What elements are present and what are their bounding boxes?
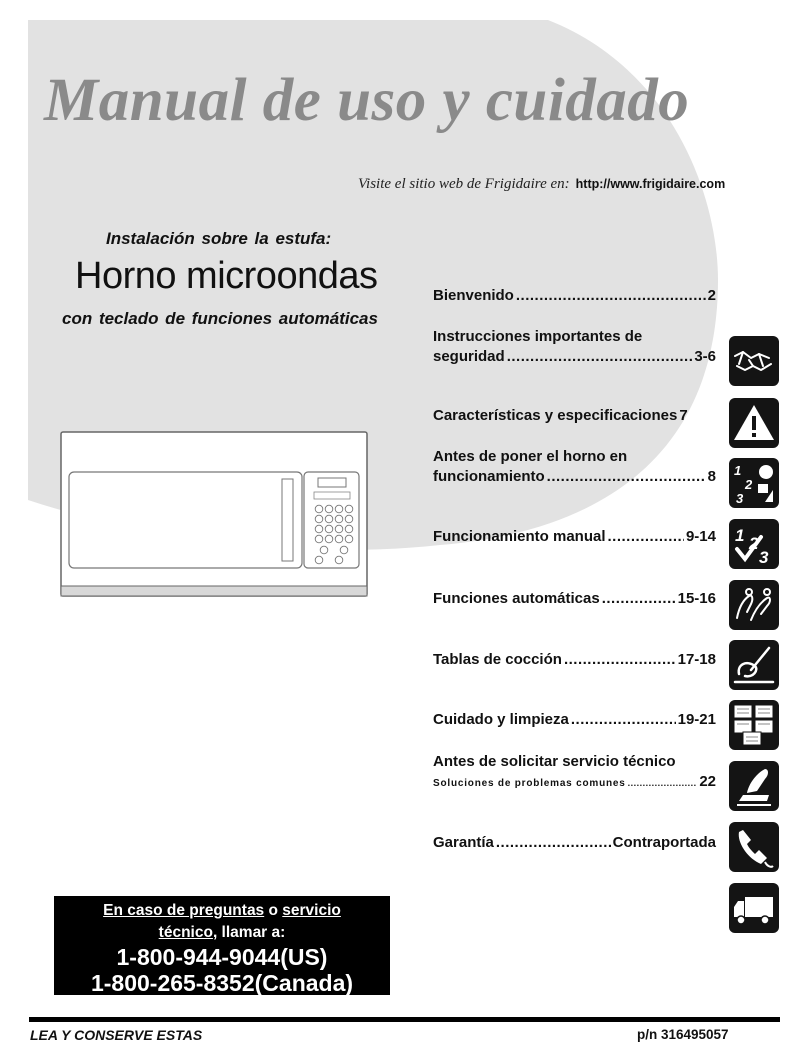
toc-entry-seguridad[interactable]: Instrucciones importantes de seguridad ..... 3-6 <box>433 327 716 367</box>
footer-left: LEA Y CONSERVE ESTAS <box>30 1027 203 1043</box>
documents-icon <box>729 700 779 750</box>
contact-prompt: En caso de preguntas o servicio técnico, llamar a: <box>103 902 341 941</box>
svg-text:3: 3 <box>759 548 769 567</box>
manual-title: Manual de uso y cuidado <box>44 67 690 134</box>
svg-text:3: 3 <box>736 491 744 506</box>
cleaning-icon <box>729 761 779 811</box>
contact-box <box>54 896 390 995</box>
toc-entry-bienvenido[interactable]: Bienvenido ..... 2 <box>433 286 716 306</box>
checklist-icon <box>729 519 779 569</box>
website-link[interactable]: http://www.frigidaire.com <box>575 177 726 191</box>
handshake-icon <box>729 336 779 386</box>
toc-entry-automaticas[interactable]: Funciones automáticas ..... 15-16 <box>433 589 716 609</box>
product-subtitle: con teclado de funciones automáticas <box>62 309 378 328</box>
phone-us[interactable]: 1-800-944-9044(US) <box>116 944 328 970</box>
toc-entry-cuidado[interactable]: Cuidado y limpieza ..... 19-21 <box>433 710 716 730</box>
svg-text:2: 2 <box>749 534 759 553</box>
phone-canada[interactable]: 1-800-265-8352(Canada) <box>90 970 354 996</box>
footer-divider <box>29 1017 780 1022</box>
website-line <box>358 175 725 193</box>
hands-icon <box>729 580 779 630</box>
steps-icon <box>729 458 779 508</box>
svg-text:2: 2 <box>745 477 753 492</box>
warning-icon <box>729 398 779 448</box>
toc-entry-tablas[interactable]: Tablas de cocción ..... 17-18 <box>433 650 716 670</box>
truck-icon <box>729 883 779 933</box>
toc-entry-antes[interactable]: Antes de poner el horno en funcionamiento ..... 8 <box>433 447 716 487</box>
svg-text:1: 1 <box>735 526 745 545</box>
part-number: p/n 316495057 <box>637 1027 729 1042</box>
product-name: Horno microondas <box>75 255 378 297</box>
website-label: Visite el sitio web de Frigidaire en: <box>358 176 570 192</box>
pen-icon <box>729 640 779 690</box>
microwave-illustration <box>60 431 370 601</box>
toc-entry-manual[interactable]: Funcionamiento manual ..... 9-14 <box>433 527 716 547</box>
svg-text:1: 1 <box>734 463 742 478</box>
toc-entry-caracteristicas[interactable]: Características y especificaciones 7 <box>433 407 688 424</box>
toc-entry-garantia[interactable]: Garantía ..... Contraportada <box>433 833 716 853</box>
phone-icon <box>729 822 779 872</box>
toc-entry-servicio[interactable]: Antes de solicitar servicio técnico Soluciones de problemas comunes ..... 22 <box>433 752 716 794</box>
installation-label: Instalación sobre la estufa: <box>106 229 332 248</box>
